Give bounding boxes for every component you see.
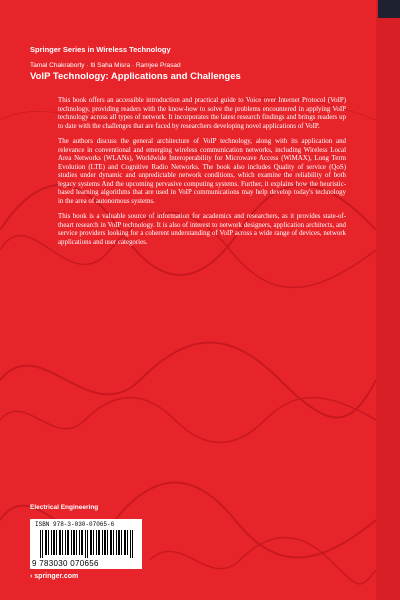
barcode-icon	[40, 530, 135, 558]
author-list: Tamal Chakraborty · Iti Saha Misra · Ramjee Prasad	[30, 62, 181, 69]
subject-category: Electrical Engineering	[30, 504, 99, 511]
barcode-panel	[30, 519, 142, 569]
spine-top-band	[378, 0, 400, 18]
book-description	[58, 97, 346, 254]
book-spine	[376, 0, 400, 600]
description-paragraph: The authors discuss the general architecture of VoIP technology, along with its application and relevance in conventional and emerging wireless communication networks, including Wireless Local Area Networks (WLANs), Worldwide Interoperability for Microwave Access (WiMAX), Long Term Evolution (LTE) and Cognitive Radio Networks. The book also includes Quality of service (QoS) studies under dynamic and unpredictable network conditions, which examine the reliability of both legacy systems And the upcoming pervasive computing systems. Further, it explains how the heuristic-based learning algorithms that are used in VoIP communications may help develop today's technology in the area of autonomous systems.	[58, 138, 346, 205]
book-title: VoIP Technology: Applications and Challenges	[30, 71, 241, 82]
description-paragraph: This book is a valuable source of information for academics and researchers, as it provides state-of-theart research in VoIP technology. It is also of interest to network designers, application architects, and service providers looking for a coherent understanding of VoIP across a wide range of devices, network applications and user categories.	[58, 213, 346, 246]
publisher-link[interactable]: › springer.com	[30, 573, 79, 580]
description-paragraph: This book offers an accessible introduction and practical guide to Voice over Internet Protocol (VoIP) technology, providing readers with the know-how to solve the problems encountered in applying VoIP technology across all types of network. It incorporates the latest research findings and brings readers up to date with the challenges that are faced by researchers developing novel applications of VoIP.	[58, 97, 346, 130]
barcode-number: 9 783030 070656	[32, 559, 99, 568]
isbn-label: ISBN 978-3-030-07065-6	[35, 521, 115, 528]
series-title: Springer Series in Wireless Technology	[30, 45, 171, 54]
